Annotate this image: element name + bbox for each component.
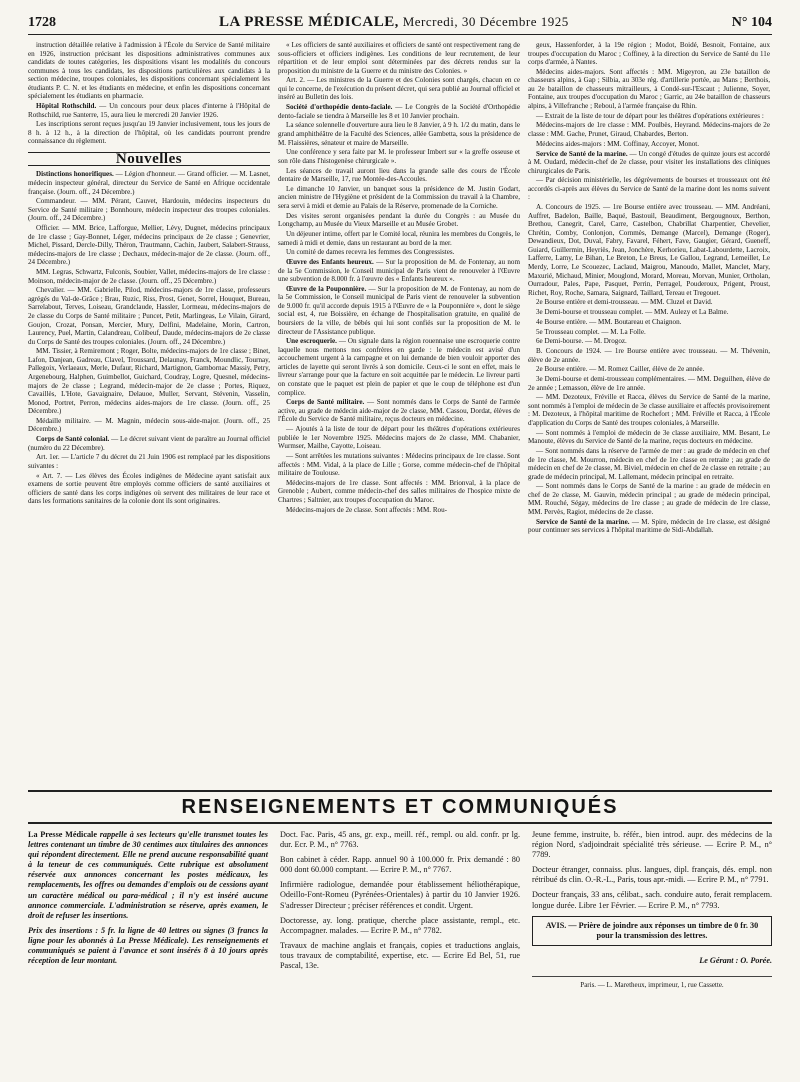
headline-enfants-heureux: Œuvre des Enfants heureux.: [286, 258, 374, 266]
issue-number: N° 104: [731, 15, 772, 30]
headline-pouponniere: Œuvre de la Pouponnière.: [286, 284, 367, 293]
paragraph: instruction détaillée relative à l'admission à l'École du Service de Santé militaire en 1926, instruction précisant les dispositions administratives communes aux candidats de toutes catégories, les dispositions visant les modalités du concours communes à tous les candidats, les dispositions particulières aux candidats à la section médecine, troupes coloniales, les dispositions concernant spécialement les étudiants P. C. N. et les étudiants en médecine, et enfin les dispositions concernant spécialement les étudiants en pharmacie.: [28, 41, 270, 101]
ads-column-3: [532, 830, 772, 990]
headline-marine: Service de Santé de la marine.: [536, 149, 628, 158]
paragraph: Art. 1er. — L'article 7 du décret du 21 Juin 1906 est remplacé par les dispositions suivantes :: [28, 453, 270, 471]
paragraph: Chevalier. — MM. Gabrielle, Pilod, médecins-majors de 1re classe, professeurs agrégés du Val-de-Grâce ; Brau, Ruzic, Riss, Prost, Genet, Sorrel, Houquet, Bureau, Sarrelabout, Terves, Loiseau, Grandclaude, Hassler, Lormeau, médecins-majors de 2e classe du Corps de Santé militaire ; Puncet, Petit, Marlingeas, Le Vilain, Girard, Goujon, Crozat, Ponsan, Mercier, Mury, Delfini, Madelaine, Morin, Cartron, Laurency, Puel, Martin, Calandreau, Colibeuf, Daude, médecins-majors de 2e classe du Corps de Santé des troupes coloniales. (Journ. off., 24 Décembre.): [28, 286, 270, 346]
column-2: [278, 41, 520, 799]
paragraph: Officier. — MM. Brice, Lafforgue, Mellier, Lévy, Dugnet, médecins principaux de 1re classe ; Gay-Bonnet, Léger, médecins principaux de 2e classe ; Genevrier, Michel, Pissard, Dercle-Dilly, Théron, Trautmann, Cachin, Jaubert, Salabert-Strauss, médecins-majors de 1re classe ; Dechaux, médecin-major de 2e classe. (Journ. off., 24 Décembre.): [28, 224, 270, 267]
paragraph: Des visites seront organisées pendant la durée du Congrès : au Musée du Longchamp, au Musée du Vieux Marseille et au Musée Grobet.: [278, 211, 520, 229]
paragraph: « Les officiers de santé auxiliaires et officiers de santé ont respectivement rang de sous-officiers et officiers indigènes. Les conditions de leur recrutement, de leur répartition et de leur emploi sont déterminées par des décrets rendus sur la proposition du ministre de la Guerre et du ministre des Colonies. »: [278, 41, 520, 75]
paragraph: « Art. 7. — Les élèves des Écoles indigènes de Médecine ayant satisfait aux examens de sortie peuvent être employés comme officiers de santé auxiliaires et officiers de santé dans les corps indigènes où servent des militaires de leur race et dans les formations sanitaires de la colonie dont ils sont originaires.: [28, 471, 270, 506]
journal-title: LA PRESSE MÉDICALE: [219, 14, 395, 30]
paragraph: Une escroquerie. — On signale dans la région rouennaise une escroquerie contre laquelle nous mettons nos confrères en garde : le médecin est avisé d'un accouchement urgent à la campagne et on lui demande de bien vouloir apporter des articles de layette qui seront livrés à son domicile. Ceux-ci le sont en effet, mais le livreur s'arrange pour que la facture en soit acquittée par le médecin. Le livreur parti on constate que le paquet est plein de papier et que le coup de téléphone est d'un complice.: [278, 337, 520, 397]
avis-box: AVIS. — Prière de joindre aux réponses un timbre de 0 fr. 30 pour la transmission des lettres.: [532, 916, 772, 946]
column-3: [528, 41, 770, 799]
printer-line: Paris. — L. Maretheux, imprimeur, 1, rue Cassette.: [532, 976, 772, 990]
classified-ad: Travaux de machine anglais et français, copies et traductions anglais, tous travaux de comptabilité, expertise, etc. — Ecrire Ed Bel, 51, rue Pascal, 13e.: [280, 940, 520, 971]
paragraph: — Extrait de la liste de tour de départ pour les théâtres d'opérations extérieures :: [536, 111, 764, 120]
paragraph: — Sont nommés à l'emploi de médecin de 3e classe auxiliaire, MM. Besant, Le Manoute, élèves du Service de Santé de la marine, reçus docteurs en médecine.: [528, 428, 770, 446]
paragraph: Médecins-majors de 2e classe. Sont affectés : MM. Rou-: [286, 505, 448, 514]
paragraph: Société d'orthopédie dento-faciale. — Le Congrès de la Société d'Orthopédie dento-faciale se tiendra à Marseille les 8 et 10 Janvier prochain.: [278, 103, 520, 120]
headline-sante-militaire: Corps de Santé militaire.: [286, 398, 365, 407]
paragraph: Les séances de travail auront lieu dans la grande salle des cours de l'École dentaire de Marseille, 17, rue Montée-des-Accoules.: [278, 166, 520, 184]
ads-intro: La Presse Médicale rappelle à ses lecteurs qu'elle transmet toutes les lettres contenant un timbre de 30 centimes aux titulaires des annonces qui répondent directement. Elle ne prend aucune responsabilité quant à la teneur de ces communiqués. Cette rubrique est absolument réservée aux annonces concernant les postes médicaux, les remplacements, les offres ou demandes d'emplois ou de cessions ayant un caractère médical ou para-médical ; il n'y est inséré aucune annonce commerciale. L'administration se réserve, après examen, le droit de refuser les insertions.: [28, 830, 268, 920]
paragraph: Œuvre des Enfants heureux. — Sur la proposition de M. de Fontenay, au nom de la 5e Commission, le Conseil municipal de Paris vient de renouveler à l'Œuvre une subvention de 8.000 fr. à l'œuvre des « Enfants heureux ».: [278, 258, 520, 284]
paragraph: — Par décision ministérielle, les dégrèvements de bourses et trousseaux ont été accordés ci-après aux élèves du Service de Santé de la marine dont les noms suivent :: [528, 176, 770, 202]
headline-escroquerie: Une escroquerie.: [286, 337, 337, 346]
classified-ad: Doctoresse, ay. long. pratique, cherche place assistante, rempl., etc. Accompagner. malades. — Ecrire P. M., n° 7782.: [280, 915, 520, 935]
headline-marine-2: Service de Santé de la marine.: [536, 517, 630, 526]
column-1: [28, 41, 270, 799]
issue-date: Mercredi, 30 Décembre 1925: [402, 14, 569, 29]
ads-column-1: [28, 830, 268, 990]
paragraph: — Sont nommés dans le Corps de Santé de la marine : au grade de médecin en chef de 2e classe, M. Gauvin, médecin principal ; au grade de médecin principal, MM. Rouché, Ségay, médecins de 1re classe ; au grade de médecin de 1re classe, MM. Pervès, Ragiot, médecins de 2e classe.: [528, 482, 770, 516]
paragraph: Médecins aides-majors : MM. Coffinay, Accoyer, Monot.: [536, 139, 700, 148]
paragraph: Hôpital Rothschild. — Un concours pour deux places d'interne à l'Hôpital de Rothschild, rue Santerre, 15, aura lieu le mercredi 20 Janvier 1926.: [28, 102, 270, 119]
paragraph: Commandeur. — MM. Pérant, Cauvet, Hardouin, médecins inspecteurs du Service de Santé militaire ; Bonnhoure, médecin inspecteur des troupes coloniales. (Journ. off., 24 Décembre.): [28, 197, 270, 223]
classified-ad: Docteur français, 33 ans, célibat., sach. conduire auto, ferait remplacem. longue durée. Libre 1er Février. — Ecrire P. M., n° 7793.: [532, 890, 772, 910]
page-number: 1728: [28, 15, 56, 30]
paragraph: Service de Santé de la marine. — M. Spire, médecin de 1re classe, est désigné pour continuer ses services à l'hôpital maritime de Sidi-Abdallah.: [528, 517, 770, 535]
paragraph: 5e Trousseau complet. — M. La Folle.: [536, 327, 646, 336]
paragraph: — Ajoutés à la liste de tour de départ pour les théâtres d'opérations extérieures publiée le 1er Novembre 1925. Médecins majors de 2e classe, MM. Chabanier, Wurmser, Mailhe, Cayotte, Loiseau.: [278, 425, 520, 451]
paragraph: geux, Hassenforder, à la 19e région ; Modot, Boidé, Besnoit, Fontaine, aux troupes d'occupation du Maroc ; Coffiney, à la direction du Service de Santé du 11e corps d'armée, à Nantes.: [528, 41, 770, 67]
paragraph: Une conférence y sera faite par M. le professeur Imbert sur « la greffe osseuse et son rôle dans l'histogenèse chirurgicale ».: [278, 148, 520, 165]
classified-ads: [28, 830, 772, 990]
paragraph: La séance solennelle d'ouverture aura lieu le 8 Janvier, à 9 h. 1/2 du matin, dans le grand amphithéâtre de la Faculté des Sciences, allée Gambetta, sous la présidence de M. Flaissières, sénateur et maire de Marseille.: [278, 121, 520, 147]
paragraph: Le dimanche 10 Janvier, un banquet sous la présidence de M. Justin Godart, ancien ministre de l'Hygiène et président de la Commission du travail à la Chambre, sera servi à midi et demie au Palais de la Réserve, promenade de la Corniche.: [278, 184, 520, 210]
paragraph: Distinctions honorifiques. — Légion d'honneur. — Grand officier. — M. Lasnet, médecin inspecteur général, directeur du Service de Santé en Afrique occidentale française. (Journ. off., 24 Décembre.): [28, 170, 270, 196]
headline-orthopedie: Société d'orthopédie dento-faciale.: [286, 103, 393, 112]
paragraph: 4e Bourse entière. — MM. Boutareau et Chaignon.: [536, 317, 682, 326]
paragraph: 3e Demi-bourse et demi-trousseau complémentaires. — MM. Deguilhen, élève de 2e année ; Lemasson, élève de 1re année.: [528, 375, 770, 392]
masthead: [28, 14, 772, 35]
paragraph: Corps de Santé militaire. — Sont nommés dans le Corps de Santé de l'armée active, au grade de médecin aide-major de 2e classe, MM. Cassou, Dordat, élèves de l'École du Service de Santé militaire, reçus docteurs en médecine.: [278, 398, 520, 424]
newspaper-page: [28, 14, 772, 799]
ads-column-2: [280, 830, 520, 990]
headline-distinctions: Distinctions honorifiques.: [36, 170, 114, 179]
classified-ad: Jeune femme, instruite, b. référ., bien introd. aupr. des médecins de la région Nord, s'adjoindrait spécialité très sérieuse. — Ecrire P. M., n° 7789.: [532, 830, 772, 860]
paragraph: A. Concours de 1925. — 1re Bourse entière avec trousseau. — MM. Andréani, Auffret, Badelon, Baille, Baqué, Bastouil, Beaudiment, Bergougnoux, Berthon, Brethou, Canegrit, Carel, Carre, Castelbon, Chabrillat Charpentier, Chevelier, Chrétin, Comby, Conlonjon, Cornmès, Demange (Marcel), Demange (Roger), Dewandieux, Dot, Duval, Fabry, Favarel, Féhert, Fave, Gaugier, Gérard, Gueneff, Guiard, Guillermin, Heyriès, Jean, Jonchère, Kerhorieu, Labat-Labourdette, Lacroix, Lafferre, Lamy, Le Bihan, Le Breton, Le Breus, Le Gallou, Legrand, Lemeillet, Le Merdy, Lorre, Le Scouezec, Laclaud, Maigrou, Manoudo, Mallet, Manclet, Mary, Maxurié, Michaud, Minier, Mouglond, Morard, Moreau, Morvan, Munier, Ortholan, Ourradour, Pales, Pape, Pasquet, Perrin, Perragel, Pouderoux, Prigent, Proust, Richet, Roy, Roche, Samara, Saignard, Taillard, Tereau et Tregouet.: [528, 203, 770, 297]
paragraph: Un comité de dames recevra les femmes des Congressistes.: [286, 248, 455, 257]
paragraph: 2e Bourse entière. — M. Romez Cailler, élève de 2e année.: [536, 365, 705, 374]
paragraph: Les inscriptions seront reçues jusqu'au 19 Janvier inclusivement, tous les jours de 8 h. à 12 h., à la direction de l'hôpital, où les candidats pourront prendre connaissance du règlement.: [28, 120, 270, 146]
paragraph: Médecins aides-majors. Sont affectés : MM. Migeyron, au 23e bataillon de chasseurs alpins, à Gap ; Silbia, au 303e rég. d'artillerie portée, au Mans ; Berthois, au 2e bataillon de chasseurs mitrailleurs, à Condé-sur-l'Escaut ; Julienne, Soyer, Fontaine, aux troupes d'occupation du Maroc ; Garric, au 24e bataillon de chasseurs alpins, à Villefranche ; Reboul, à l'armée française du Rhin.: [528, 67, 770, 111]
classified-ad: Doct. Fac. Paris, 45 ans, gr. exp., meill. réf., rempl. ou ald. confr. pr lg. dur. Ecr. P. M., n° 7763.: [280, 830, 520, 850]
classified-ad: Infirmière radiologue, demandée pour établissement héliothérapique, Odeillo-Font-Romeu (Pyrénées-Orientales) à partir du 10 Janvier 1926. S'adresser Directeur ; préciser références et condit. Urgent.: [280, 880, 520, 910]
paragraph: MM. Tissier, à Remiremont ; Roger, Bolte, médecins-majors de 1re classe ; Binet, Lafon, Danjean, Gadreau, Clavel, Troussard, Delaunay, Franck, Moundlic, Tournay, Pallegoix, Verlaeaux, Merle, Dufaur, Richard, Martignon, Gambornac Massiy, Petry, Argenebourg, Halphen, Guimbellot, Guichard, Coudray, Logre, Quesnel, médecins-majors de 2e classe ; Legrand, médecin-major de 2e classe ; Portes, Riquez, Cavaillès, L'Hote, Gavaignaire, Delauoe, Muller, Servant, Stévenin, Vasselin, Monod, Portret, Perron, médecins aides-majors de 1re classe. (Journ. off., 25 Décembre.): [28, 347, 270, 416]
paragraph: — MM. Dezoteux, Fréville et Racca, élèves du Service de Santé de la marine, sont nommés à l'emploi de médecin de 3e classe auxiliaire et affectés provisoirement : M. Dezoteux, à l'hôpital maritime de Rochefort ; MM. Fréville et Racca, à l'École d'application du Corps de Santé des troupes coloniales, à Marseille.: [528, 393, 770, 427]
paragraph: Œuvre de la Pouponnière. — Sur la proposition de M. de Fontenay, au nom de la 5e Commission, le Conseil municipal de Paris vient de renouveler la subvention de 9.000 fr. qu'il accorde depuis 1915 à l'Œuvre de « la Pouponnière », dont le siège social est, 4, rue Boissière, en échange de l'hospitalisation gratuite, en qualité de boursiers de la ville, de bébés qui lui sont confiés sur la proposition de M. le directeur de l'Assistance publique.: [278, 284, 520, 336]
paragraph: 3e Demi-bourse et trousseau complet. — MM. Aulezy et La Balme.: [536, 308, 729, 317]
paragraph: 6e Demi-bourse. — M. Drogoz.: [536, 337, 627, 346]
paragraph: Corps de Santé colonial. — Le décret suivant vient de paraître au Journal officiel (numéro du 22 Décembre).: [28, 435, 270, 452]
paragraph: Art. 2. — Les ministres de la Guerre et des Colonies sont chargés, chacun en ce qui le concerne, de l'exécution du présent décret, qui sera publié au Journal officiel et inséré au Bulletin des lois.: [278, 76, 520, 102]
headline-colonial: Corps de Santé colonial.: [36, 435, 110, 444]
paragraph: Un déjeuner intime, offert par le Comité local, réunira les membres du Congrès, le samedi à midi et demie, dans un restaurant au bord de la mer.: [278, 229, 520, 247]
paragraph: Service de Santé de la marine. — Un congé d'études de quinze jours est accordé à M. Oudard, médecin-chef de 2e classe, pour visiter les installations des cliniques chirurgicales de Paris.: [528, 149, 770, 175]
ads-pricing: Prix des insertions : 5 fr. la ligne de 40 lettres ou signes (3 francs la ligne pour les abonnés à La Presse Médicale). Les renseignements et communiqués se paient à l'avance et sont insérés 8 à 10 jours après réception de leur montant.: [28, 925, 268, 966]
renseignements-title: RENSEIGNEMENTS ET COMMUNIQUÉS: [28, 790, 772, 824]
paragraph: — Sont arrêtées les mutations suivantes : Médecins principaux de 1re classe. Sont affectés : MM. Vidal, à la place de Lille ; Gorse, comme médecin-chef de l'hôpital militaire de Toulouse.: [278, 451, 520, 478]
paragraph: Médecins-majors de 1re classe. Sont affectés : MM. Brionval, à la place de Grenoble ; Aubert, comme médecin-chef des salles militaires de l'hospice mixte de Chartres ; Saltnier, aux troupes d'occupation du Maroc.: [278, 478, 520, 504]
paragraph: MM. Legras, Schwartz, Fulconis, Soubier, Vallet, médecins-majors de 1re classe : Moinson, médecin-major de 2e classe. (Journ. off., 25 Décembre.): [28, 268, 270, 285]
classified-ad: Bon cabinet à céder. Rapp. annuel 90 à 100.000 fr. Prix demandé : 80 000 dont 60.000 comptant. — Ecrire P. M., n° 7767.: [280, 855, 520, 875]
article-columns: [28, 41, 772, 799]
paragraph: — Sont nommés dans la réserve de l'armée de mer : au grade de médecin en chef de 1re classe, M. Mourron, médecin en chef de 1re classe en retraite ; au grade de médecin en chef de 2e classe, M. Biviel, médecin en chef de 2e classe en retraite ; au grade de médecin principal, M. Lallemant, médecin principal en retraite.: [528, 446, 770, 481]
paragraph: B. Concours de 1924. — 1re Bourse entière avec trousseau. — M. Thévenin, élève de 2e année.: [528, 347, 770, 364]
headline-rothschild: Hôpital Rothschild.: [36, 102, 97, 111]
classified-ad: Docteur étranger, connaiss. plus. langues, dipl. français, dés. empl. non rétribué ds clin. O.-R.-L., Paris, tous apr.-midi. — Ecrire P. M., n° 7791.: [532, 865, 772, 885]
paragraph: Médecins-majors de 1re classe : MM. Poulbès, Heyrand. Médecins-majors de 2e classe : MM. Gache, Prunet, Giraud, Chabardes, Berton.: [528, 121, 770, 139]
paragraph: 2e Bourse entière et demi-trousseau. — MM. Cluzel et David.: [536, 298, 713, 307]
journal-title-line: LA PRESSE MÉDICALE, Mercredi, 30 Décembre 1925: [219, 14, 569, 30]
paragraph: Médaille militaire. — M. Magnin, médecin sous-aide-major. (Journ. off., 25 Décembre.): [28, 416, 270, 434]
gerant-signature: Le Gérant : O. Porée.: [699, 955, 772, 965]
section-title-nouvelles: Nouvelles: [28, 152, 270, 167]
